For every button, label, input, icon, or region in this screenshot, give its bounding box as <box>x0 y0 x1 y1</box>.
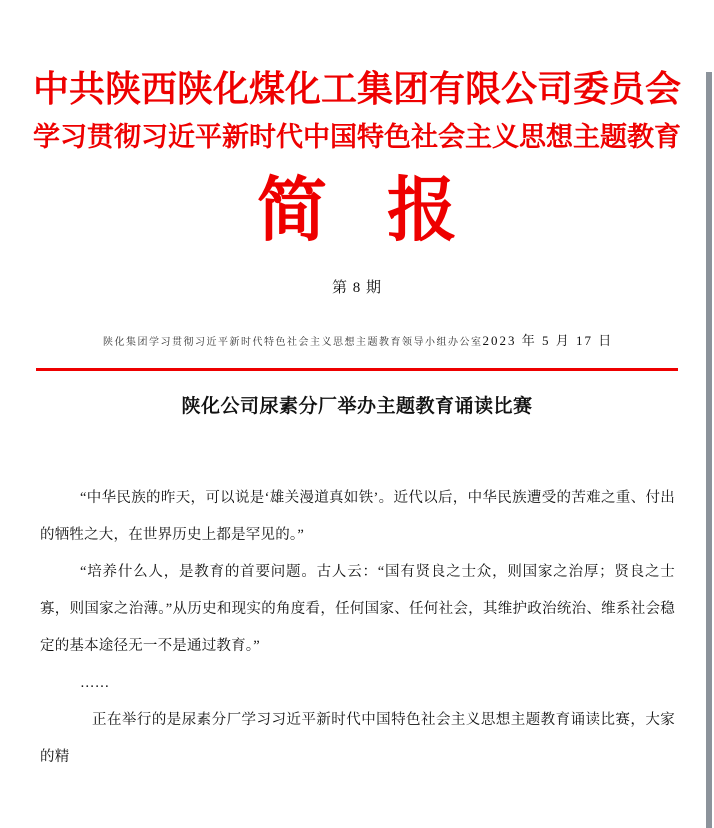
article-paragraph: “中华民族的昨天，可以说是‘雄关漫道真如铁’。近代以后，中华民族遭受的苦难之重、付出的牺牲之大，在世界历史上都是罕见的。” <box>40 490 675 543</box>
issue-number: 第 8 期 <box>331 280 382 296</box>
bulletin-page <box>0 64 714 828</box>
masthead-org-line1: 中共陕西陕化煤化工集团有限公司委员会 <box>32 69 681 109</box>
issue-date: 2023 年 5 月 17 日 <box>482 333 614 348</box>
article-body <box>40 480 675 776</box>
bulletin-title-char2: 报 <box>387 173 457 250</box>
issuer-office: 陕化集团学习贯彻习近平新时代特色社会主义思想主题教育领导小组办公室 <box>103 337 483 348</box>
article-title: 陕化公司尿素分厂举办主题教育诵读比赛 <box>181 396 533 417</box>
page-right-edge-shadow <box>706 72 712 828</box>
masthead-meta-row <box>103 330 614 349</box>
masthead-org-line2: 学习贯彻习近平新时代中国特色社会主义思想主题教育 <box>33 122 681 152</box>
article <box>0 393 714 776</box>
article-paragraph: “培养什么人，是教育的首要问题。古人云：“国有贤良之士众，则国家之治厚；贤良之士寡，则国家之治薄。”从历史和现实的角度看，任何国家、任何社会，其维护政治统治、维系社会稳定的基本途径无一不是通过教育。” <box>40 564 675 654</box>
article-paragraph: 正在举行的是尿素分厂学习习近平新时代中国特色社会主义思想主题教育诵读比赛，大家的精 <box>40 712 675 765</box>
article-ellipsis: …… <box>80 675 110 691</box>
red-divider-rule <box>36 368 678 371</box>
bulletin-title <box>0 162 714 262</box>
bulletin-title-char1: 简 <box>257 173 327 250</box>
masthead <box>0 64 714 371</box>
